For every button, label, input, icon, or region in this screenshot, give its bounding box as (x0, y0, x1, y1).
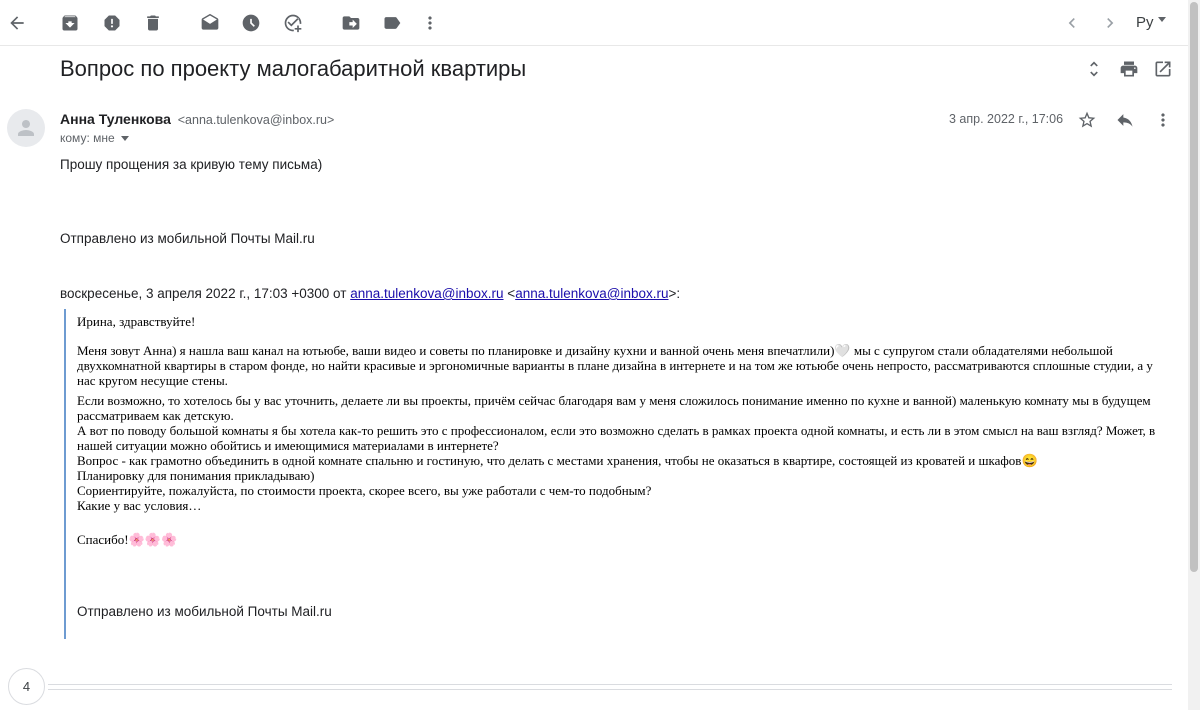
signature: Отправлено из мобильной Почты Mail.ru (60, 231, 315, 246)
toolbar (0, 0, 1188, 46)
divider (48, 684, 1172, 685)
add-to-tasks-icon[interactable] (281, 11, 305, 35)
move-to-icon[interactable] (339, 11, 363, 35)
previous-icon[interactable] (1060, 11, 1084, 35)
person-icon (14, 116, 38, 140)
snooze-icon[interactable] (239, 11, 263, 35)
angle-open: < (507, 286, 516, 301)
open-in-new-window-icon[interactable] (1152, 58, 1174, 80)
reply-icon[interactable] (1113, 108, 1137, 132)
language-label: Ру (1136, 14, 1154, 31)
delete-icon[interactable] (141, 11, 165, 35)
mark-unread-icon[interactable] (198, 11, 222, 35)
collapsed-messages-count[interactable]: 4 (8, 668, 45, 705)
quoted-paragraph: Если возможно, то хотелось бы у вас уточнить, делаете ли вы проекты, причём сейчас благодаря вам у меня сложилось понимание именно по кухне и ванной) маленькую комнату мы в будущем рассматриваем как детскую. (77, 393, 1151, 423)
quoted-signature: Отправлено из мобильной Почты Mail.ru (77, 604, 332, 619)
expand-collapse-icon[interactable] (1083, 58, 1105, 80)
quoted-paragraph: Планировку для понимания прикладываю) (77, 468, 315, 483)
quoted-paragraph: Сориентируйте, пожалуйста, по стоимости проекта, скорее всего, вы уже работали с чем-то подобным? (77, 483, 652, 498)
more-vertical-icon[interactable] (418, 11, 442, 35)
quoted-paragraph: Какие у вас условия… (77, 498, 202, 513)
more-vertical-icon[interactable] (1151, 108, 1175, 132)
recipient-details-toggle[interactable] (60, 131, 129, 145)
sender-email-link[interactable]: anna.tulenkova@inbox.ru (515, 286, 669, 301)
body-text: Прошу прощения за кривую тему письма) (60, 157, 323, 172)
chevron-down-icon (121, 136, 129, 141)
quoted-paragraph: А вот по поводу большой комнаты я бы хотела как-то решить это с профессионалом, если это возможно сделать в рамках проекта одной комнаты, и есть ли в этом смысл на ваш взгляд? Может, в нашей ситуации можно обойтись и имеющимися материалами в интернете? (77, 423, 1156, 453)
next-icon[interactable] (1098, 11, 1122, 35)
scrollbar-thumb[interactable] (1190, 2, 1198, 572)
divider (48, 689, 1172, 690)
star-icon[interactable] (1075, 108, 1099, 132)
quoted-greeting: Ирина, здравствуйте! (77, 314, 196, 329)
quoted-paragraph: Вопрос - как грамотно объединить в одной комнате спальню и гостиную, что делать с местами хранения, чтобы не оказаться в квартире, состоящей из кроватей и шкафов😄 (77, 453, 1038, 468)
recipient-label: кому: мне (60, 131, 115, 145)
quoted-paragraph: Меня зовут Анна) я нашла ваш канал на ютьюбе, ваши видео и советы по планировке и дизайну кухни и ванной очень меня впечатлили)🤍 мы с супругом стали обладателями небольшой двухкомнатной квартиры в старом фонде, но найти красивые и эргономичные варианты в плане дизайна в интернете и на том же ютьюбе очень непросто, рассматриваются сплошные студии, а у нас кругом несущие стены. (77, 343, 1153, 388)
email-subject: Вопрос по проекту малогабаритной квартиры (60, 56, 527, 81)
quoted-thanks: Спасибо!🌸🌸🌸 (77, 532, 178, 547)
forward-prefix: воскресенье, 3 апреля 2022 г., 17:03 +0300 от (60, 286, 347, 301)
print-icon[interactable] (1118, 58, 1140, 80)
quoted-message (64, 309, 1174, 639)
language-selector[interactable] (1136, 14, 1166, 31)
archive-icon[interactable] (58, 11, 82, 35)
scrollbar[interactable] (1188, 0, 1200, 710)
report-spam-icon[interactable] (100, 11, 124, 35)
sender-email: <anna.tulenkova@inbox.ru> (177, 113, 335, 127)
back-arrow-icon[interactable] (5, 11, 29, 35)
labels-icon[interactable] (380, 11, 404, 35)
sender-name[interactable]: Анна Туленкова (60, 111, 171, 127)
email-date: 3 апр. 2022 г., 17:06 (949, 112, 1064, 126)
forward-header (60, 286, 680, 301)
avatar[interactable] (7, 109, 45, 147)
forward-suffix: >: (668, 286, 681, 301)
sender-email-link[interactable]: anna.tulenkova@inbox.ru (350, 286, 504, 301)
chevron-down-icon (1158, 17, 1166, 22)
sender (60, 111, 334, 127)
